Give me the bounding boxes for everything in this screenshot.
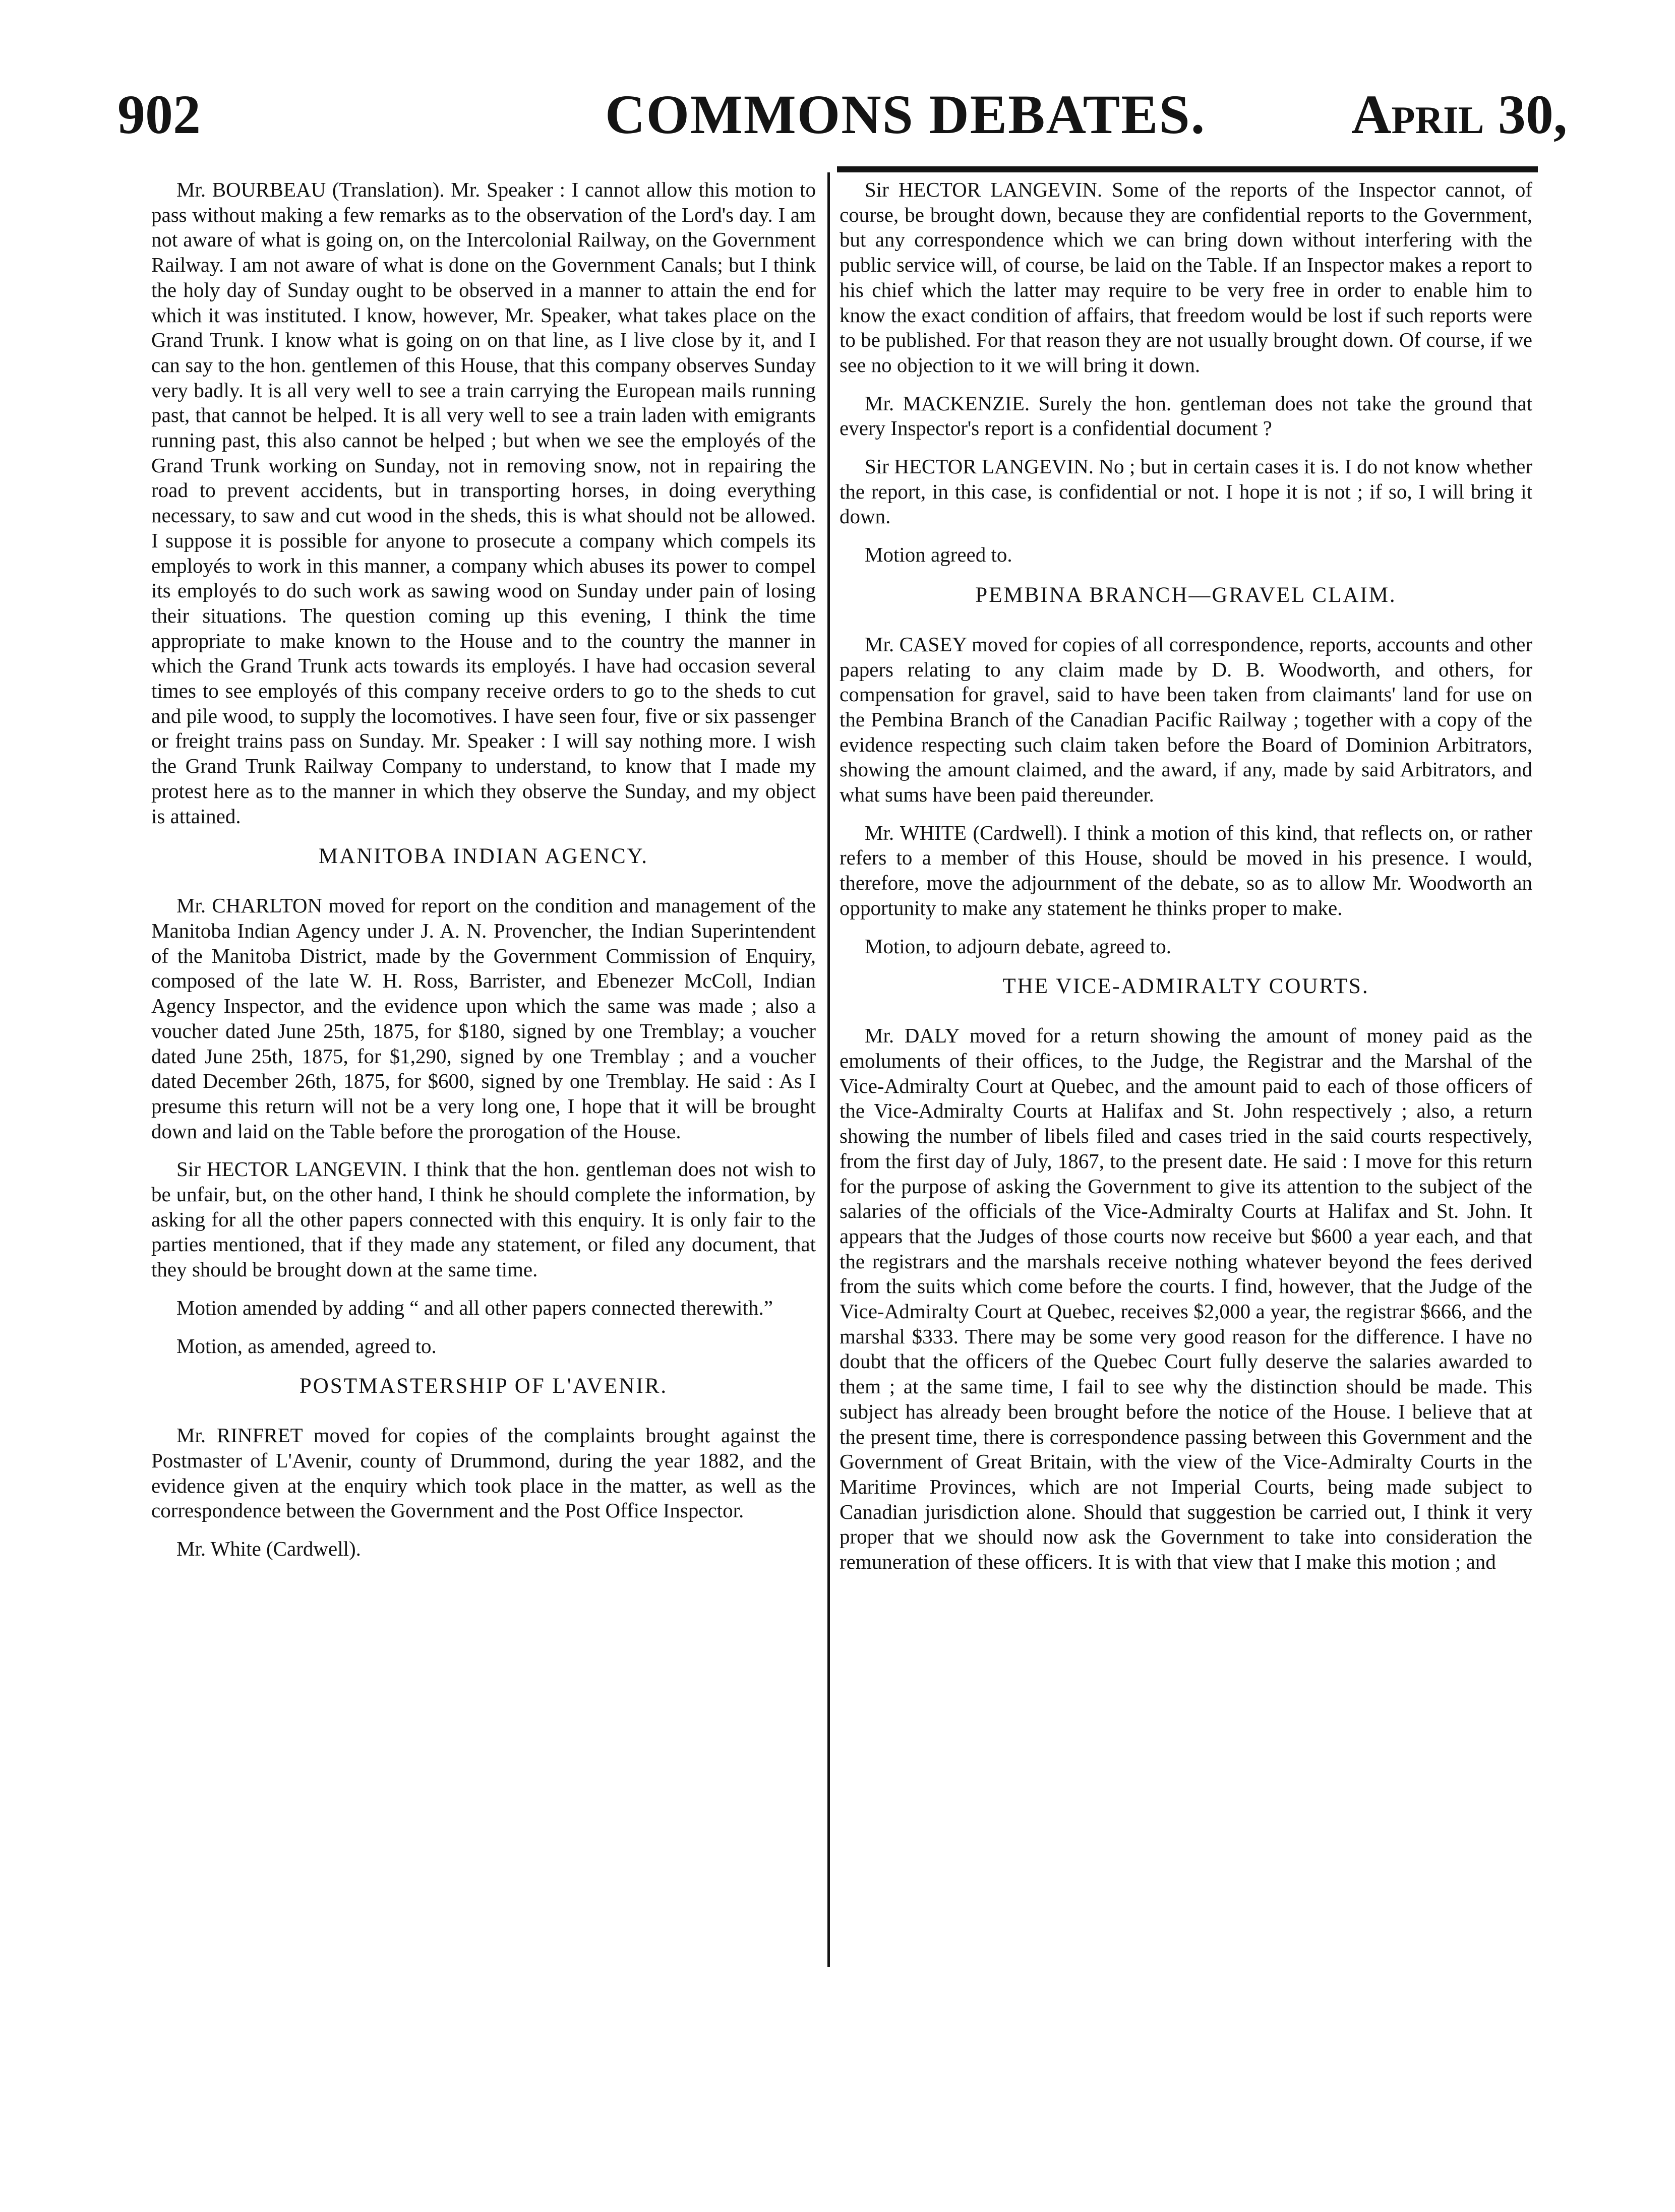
section-heading-manitoba: MANITOBA INDIAN AGENCY. xyxy=(319,844,648,869)
langevin-reply: Sir HECTOR LANGEVIN. I think that the hon. gentleman does not wish to be unfair, but, on the other hand, I think he should complete the information, by asking for all the other papers connected with this enquiry. It is only fair to the parties mentioned, that if they made any statement, or filed any document, that they should be brought down at the same time. xyxy=(151,1157,816,1281)
page-header xyxy=(0,0,1675,166)
left-column xyxy=(151,177,816,1575)
bourbeau-speech: Mr. BOURBEAU (Translation). Mr. Speaker : I cannot allow this motion to pass without making a few remarks as to the observation of the Lord's day. I am not aware of what is going on, on the Intercolonial Railway, on the Government Railway. I am not aware of what is done on the Government Canals; but I think the holy day of Sunday ought to be observed in a manner to attain the end for which it was instituted. I know, however, Mr. Speaker, what takes place on the Grand Trunk. I know what is going on on that line, as I live close by it, and I can say to the hon. gentlemen of this House, that this company observes Sunday very badly. It is all very well to see a train carrying the European mails running past, that cannot be helped. It is all very well to see a train laden with emigrants running past, this also cannot be helped ; but when we see the employés of the Grand Trunk working on Sunday, not in removing snow, not in repairing the road to prevent accidents, but in transporting horses, in doing everything necessary, to saw and cut wood in the sheds, this is what should not be allowed. I suppose it is possible for anyone to prosecute a company which compels its employés to work in this manner, a company which abuses its power to compel its employés to do such work as sawing wood on Sunday under pain of losing their situations. The question coming up this evening, I think the time appropriate to make known to the House and to the country the manner in which the Grand Trunk acts towards its employés. I have had occasion several times to see employés of this company receive orders to go to the sheds to cut and pile wood, to supply the locomotives. I have seen four, five or six passenger or freight trains pass on Sunday. Mr. Speaker : I will say nothing more. I wish the Grand Trunk Railway Company to understand, to know that I made my protest here as to the manner in which they observe the Sunday, and my object is attained. xyxy=(151,178,816,828)
langevin-answer: Sir HECTOR LANGEVIN. No ; but in certain cases it is. I do not know whether the report, in this case, is confidential or not. I hope it is not ; if so, I will bring it down. xyxy=(840,455,1532,528)
page-number: 902 xyxy=(117,84,201,145)
section-heading-vice-admiralty: THE VICE-ADMIRALTY COURTS. xyxy=(1002,974,1369,999)
casey-motion: Mr. CASEY moved for copies of all correspondence, reports, accounts and other papers relating to any claim made by D. B. Woodworth, and others, for compensation for gravel, said to have been taken from claimants' land for use on the Pembina Branch of the Canadian Pacific Railway ; together with a copy of the evidence respecting such claim taken before the Board of Dominion Arbitrators, showing the amount claimed, and the award, if any, made by said Arbitrators, and what sums have been paid thereunder. xyxy=(840,632,1532,807)
right-column xyxy=(840,177,1532,1588)
charlton-motion: Mr. CHARLTON moved for report on the condition and management of the Manitoba Indian Agency under J. A. N. Provencher, the Indian Superintendent of the Manitoba District, made by the Government Commission of Enquiry, composed of the late W. H. Ross, Barrister, and Ebenezer McColl, Indian Agency Inspector, and the evidence upon which the same was made ; also a voucher dated June 25th, 1875, for $180, signed by one Tremblay; a voucher dated June 25th, 1875, for $1,290, signed by one Tremblay ; and a voucher dated December 26th, 1875, for $600, signed by one Tremblay. He said : As I presume this return will not be a very long one, I hope that it will be brought down and laid on the Table before the prorogation of the House. xyxy=(151,894,816,1143)
running-title: COMMONS DEBATES. xyxy=(605,84,1206,145)
mackenzie-question: Mr. MACKENZIE. Surely the hon. gentleman does not take the ground that every Inspector's report is a confidential document ? xyxy=(840,391,1532,440)
white-reply: Mr. WHITE (Cardwell). I think a motion of this kind, that reflects on, or rather refers to a member of this House, should be moved in his presence. I would, therefore, move the adjournment of the debate, so as to allow Mr. Woodworth an opportunity to make any statement he thinks proper to make. xyxy=(840,821,1532,919)
motion-agreed-2: Motion agreed to. xyxy=(865,543,1012,567)
motion-agreed: Motion, as amended, agreed to. xyxy=(176,1334,437,1358)
daly-motion: Mr. DALY moved for a return showing the amount of money paid as the emoluments of their offices, to the Judge, the Registrar and the Marshal of the Vice-Admiralty Court at Quebec, and the amount paid to each of those officers of the Vice-Admiralty Courts at Halifax and St. John respectively ; also, a return showing the number of libels filed and cases tried in the said courts respectively, from the first day of July, 1867, to the present date. He said : I move for this return for the purpose of asking the Government to give its attention to the subject of the salaries of the officials of the Vice-Admiralty Courts at Halifax and St. John. It appears that the Judges of those courts now receive but $600 a year each, and that the registrars and the marshals receive nothing whatever beyond the fees derived from the suits which come before the courts. I find, however, that the Judge of the Vice-Admiralty Court at Quebec, receives $2,000 a year, the registrar $666, and the marshal $333. There may be some very good reason for the difference. I have no doubt that the officers of the Quebec Court fully deserve the salaries awarded to them ; at the same time, I fail to see why the distinction should be made. This subject has already been brought before the notice of the House. I believe that at the present time, there is correspondence passing between this Government and the Government of Great Britain, with the view of the Vice-Admiralty Courts in the Maritime Provinces, which are not Imperial Courts, being made subject to Canadian jurisdiction alone. Should that suggestion be carried out, I think it very proper that we should now ask the Government to take into consideration the remuneration of these officers. It is with that view that I make this motion ; and xyxy=(840,1024,1532,1574)
section-heading-lavenir: POSTMASTERSHIP OF L'AVENIR. xyxy=(299,1374,668,1398)
white-speaker: Mr. White (Cardwell). xyxy=(176,1537,361,1561)
section-heading-pembina: PEMBINA BRANCH—GRAVEL CLAIM. xyxy=(975,583,1397,607)
motion-adjourn: Motion, to adjourn debate, agreed to. xyxy=(865,934,1171,958)
rinfret-motion: Mr. RINFRET moved for copies of the complaints brought against the Postmaster of L'Avenir, county of Drummond, during the year 1882, and the evidence given at the enquiry which took place in the matter, as well as the correspondence between the Government and the Post Office Inspector. xyxy=(151,1424,816,1522)
header-rule xyxy=(837,166,1538,172)
motion-amended: Motion amended by adding “ and all other papers connected therewith.” xyxy=(176,1296,773,1319)
column-divider xyxy=(827,172,830,1967)
page-date: April 30, xyxy=(1351,84,1568,145)
langevin-confidential: Sir HECTOR LANGEVIN. Some of the reports of the Inspector cannot, of course, be brought down, because they are confidential reports to the Government, but any correspondence which we can bring down without interfering with the public service will, of course, be laid on the Table. If an Inspector makes a report to his chief which the latter may require to be very free in order to enable him to know the exact condition of affairs, that freedom would be lost if such reports were to be published. For that reason they are not usually brought down. Of course, if we see no objection to it we will bring it down. xyxy=(840,178,1532,377)
